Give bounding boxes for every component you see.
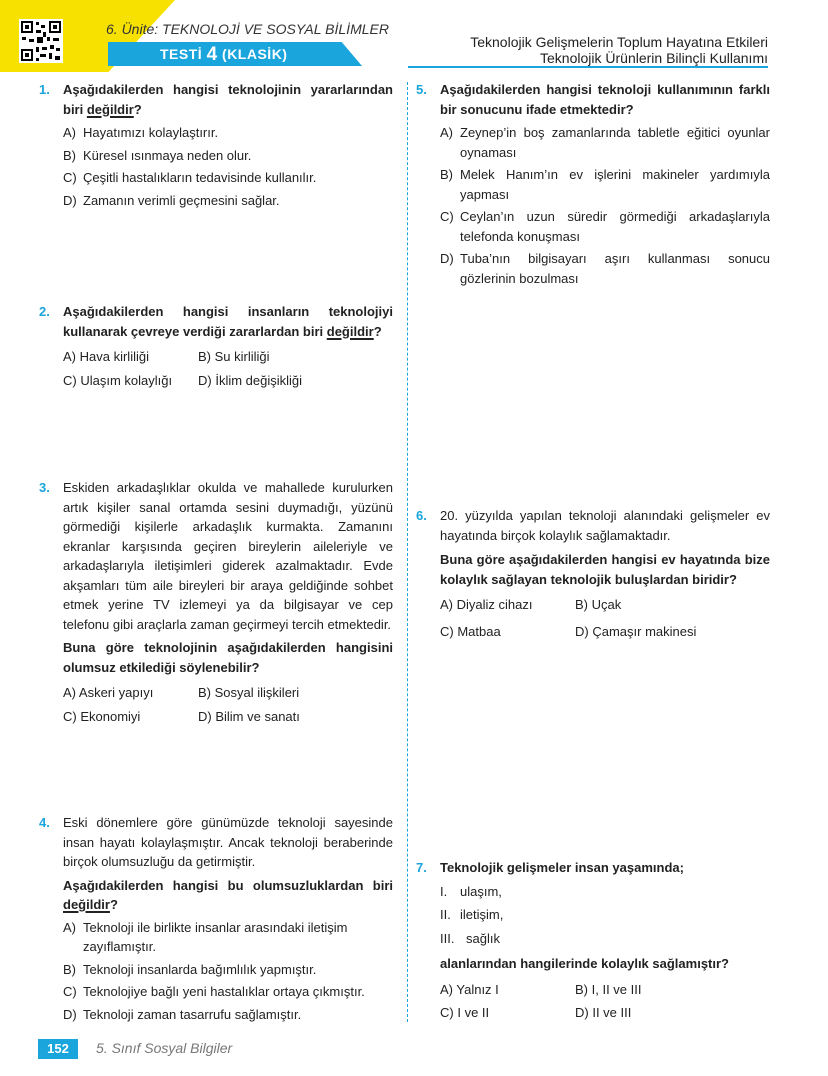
option-b[interactable]: B) Su kirliliği bbox=[198, 349, 270, 364]
option-c[interactable]: C) Ekonomiyi bbox=[63, 708, 141, 724]
option-d[interactable]: D) Zamanın verimli geçmesini sağlar. bbox=[63, 192, 280, 208]
question-passage: 20. yüzyılda yapılan teknoloji alanındaki gelişmeler ev hayatında birçok kolaylık sağlamaktadır. bbox=[440, 508, 770, 543]
option-b[interactable]: B) Teknoloji insanlarda bağımlılık yapmıştır. bbox=[63, 961, 317, 977]
option-a[interactable]: A) Diyaliz cihazı bbox=[440, 597, 533, 612]
option-d[interactable]: D) Tuba’nın bilgisayarı aşırı kullanması sonucu gözlerinin bozulması bbox=[440, 251, 770, 286]
question-text: alanlarından hangilerinde kolaylık sağlamıştır? bbox=[440, 956, 729, 971]
question-number: 4. bbox=[39, 815, 50, 830]
option-b[interactable]: B) Uçak bbox=[575, 597, 622, 612]
question-stem: Aşağıdakilerden hangisi teknolojinin yararlarından biri değildir? bbox=[63, 82, 393, 117]
question-3 bbox=[39, 478, 393, 726]
question-2 bbox=[39, 302, 393, 390]
test-type: (KLASİK) bbox=[222, 46, 288, 62]
statement-2: II. iletişim, bbox=[440, 907, 504, 922]
question-4 bbox=[39, 813, 393, 1024]
qr-code[interactable] bbox=[19, 19, 63, 63]
test-label bbox=[160, 42, 287, 66]
option-d[interactable]: D) Bilim ve sanatı bbox=[198, 708, 300, 724]
question-6 bbox=[416, 506, 770, 641]
topic-line-1: Teknolojik Gelişmelerin Toplum Hayatına Etkileri bbox=[470, 34, 768, 50]
option-c[interactable]: C) Ceylan’ın uzun süredir görmediği arkadaşlarıyla telefonda konuşması bbox=[440, 209, 770, 244]
question-1 bbox=[39, 80, 393, 210]
question-number: 1. bbox=[39, 82, 50, 97]
question-stem: Aşağıdakilerden hangisi insanların teknolojiyi kullanarak çevreye verdiği zararlardan biri değildir? bbox=[63, 304, 393, 339]
question-number: 6. bbox=[416, 508, 427, 523]
option-d[interactable]: D) Teknoloji zaman tasarrufu sağlamıştır. bbox=[63, 1006, 302, 1022]
header-rule bbox=[408, 66, 768, 68]
option-a[interactable]: A) Zeynep’in boş zamanlarında tabletle eğitici oyunlar oynaması bbox=[440, 125, 770, 160]
question-passage: Eski dönemlere göre günümüzde teknoloji sayesinde insan hayatı kolaylaşmıştır. Ancak teknoloji beraberinde birçok olumsuzluğu da getirmiştir. bbox=[63, 815, 393, 869]
question-7 bbox=[416, 858, 770, 1023]
question-number: 3. bbox=[39, 480, 50, 495]
question-text: Aşağıdakilerden hangisi bu olumsuzluklardan biri değildir? bbox=[63, 877, 393, 912]
option-d[interactable]: D) II ve III bbox=[575, 1005, 632, 1020]
option-c[interactable]: C) Çeşitli hastalıkların tedavisinde kullanılır. bbox=[63, 170, 317, 185]
option-d[interactable]: D) İklim değişikliği bbox=[198, 372, 303, 388]
question-text: Buna göre aşağıdakilerden hangisi ev hayatında bize kolaylık sağlayan teknolojik buluşlardan biridir? bbox=[440, 552, 770, 587]
option-c[interactable]: C) Matbaa bbox=[440, 623, 501, 639]
test-prefix: TESTİ bbox=[160, 46, 203, 62]
option-a[interactable]: A) Hava kirliliği bbox=[63, 349, 149, 364]
option-d[interactable]: D) Çamaşır makinesi bbox=[575, 623, 697, 639]
statement-3: III. sağlık bbox=[440, 930, 500, 946]
page-number: 152 bbox=[38, 1039, 78, 1059]
option-b[interactable]: B) Sosyal ilişkileri bbox=[198, 685, 300, 700]
test-number: 4 bbox=[206, 44, 218, 65]
topic-line-2: Teknolojik Ürünlerin Bilinçli Kullanımı bbox=[540, 50, 768, 66]
column-divider bbox=[407, 82, 408, 1022]
question-passage: Eskiden arkadaşlıklar okulda ve mahallede kurulurken artık kişiler sanal ortamda sesini duymadığı, yüzünü görmediği kişilerle arkadaşlık kurmakta. Zamanını ekranlar karşısında geçiren bireylerin aileleriyle ve arkadaşlarıyla iletişimleri giderek azalmaktadır. Evde akşamları tüm aile bireyleri bir araya geldiğinde sohbet etmek yerine TV izlemeyi ya da bilgisayar ve cep telefonu gibi araçlarla zaman geçirmeyi tercih etmektedir. bbox=[63, 480, 393, 632]
question-text: Buna göre teknolojinin aşağıdakilerden hangisini olumsuz etkilediği söylenebilir? bbox=[63, 640, 393, 675]
question-stem: Aşağıdakilerden hangisi teknoloji kullanımının farklı bir sonucunu ifade etmektedir? bbox=[440, 82, 770, 117]
unit-title: 6. Ünite: TEKNOLOJİ VE SOSYAL BİLİMLER bbox=[106, 21, 389, 37]
option-c[interactable]: C) I ve II bbox=[440, 1005, 490, 1020]
option-c[interactable]: C) Ulaşım kolaylığı bbox=[63, 372, 173, 388]
option-b[interactable]: B) Melek Hanım’ın ev işlerini makineler yardımıyla yapması bbox=[440, 167, 770, 202]
question-stem: Teknolojik gelişmeler insan yaşamında; bbox=[440, 860, 684, 875]
option-c[interactable]: C) Teknolojiye bağlı yeni hastalıklar ortaya çıkmıştır. bbox=[63, 984, 365, 999]
question-number: 7. bbox=[416, 860, 427, 875]
option-a[interactable]: A) Teknoloji ile birlikte insanlar arasındaki iletişim zayıflamıştır. bbox=[63, 919, 348, 954]
book-title: 5. Sınıf Sosyal Bilgiler bbox=[96, 1040, 233, 1056]
topic-heading bbox=[470, 34, 768, 66]
statement-1: I. ulaşım, bbox=[440, 883, 502, 899]
option-b[interactable]: B) Küresel ısınmaya neden olur. bbox=[63, 147, 252, 163]
question-number: 2. bbox=[39, 304, 50, 319]
option-a[interactable]: A) Askeri yapıyı bbox=[63, 685, 154, 700]
question-number: 5. bbox=[416, 82, 427, 97]
option-a[interactable]: A) Hayatımızı kolaylaştırır. bbox=[63, 125, 219, 140]
question-5 bbox=[416, 80, 770, 288]
option-a[interactable]: A) Yalnız I bbox=[440, 981, 499, 997]
option-b[interactable]: B) I, II ve III bbox=[575, 981, 642, 997]
